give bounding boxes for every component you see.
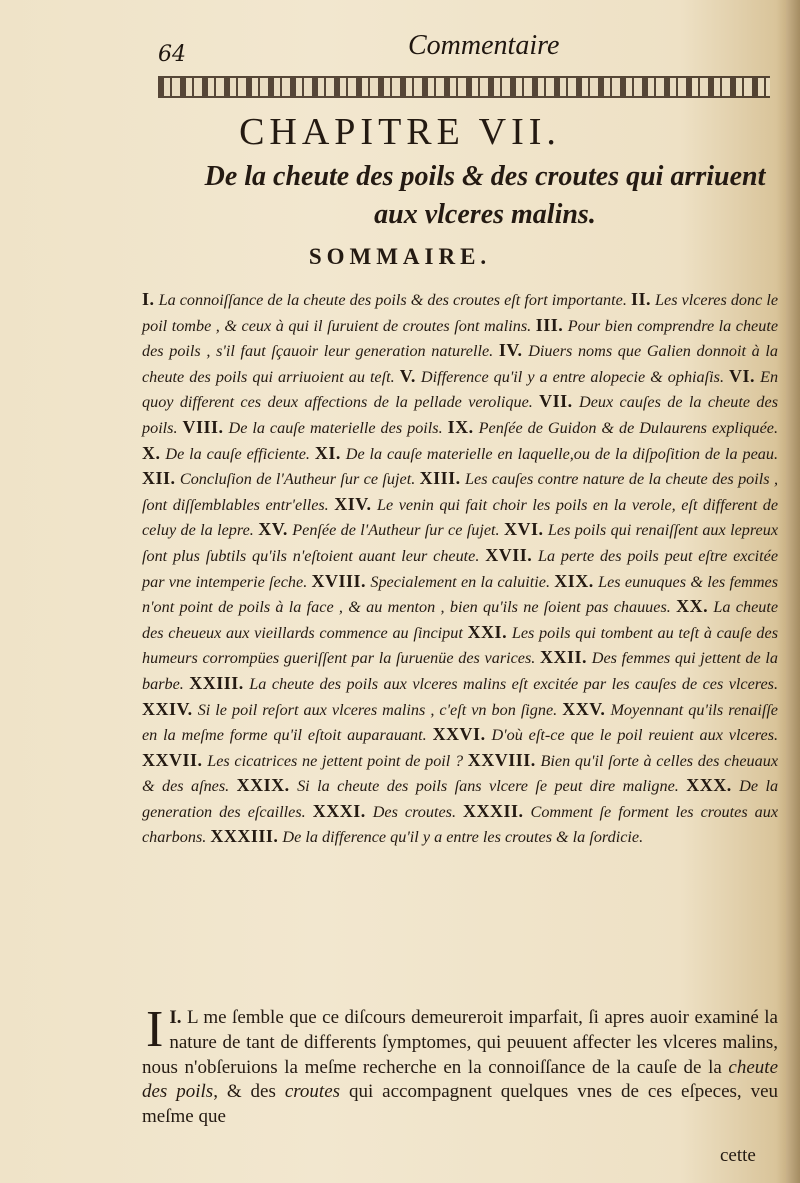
summary-item-number: XXIX.: [236, 775, 290, 796]
summary-item-text: La connoiſſance de la cheute des poils & des croutes eſt fort importante.: [158, 291, 627, 309]
summary-item-text: La cheute des poils aux vlceres malins eſt excitée par les cauſes de ces vlceres.: [249, 674, 779, 693]
summary-item-text: Pour bien comprendre la cheute des poils , s'il faut ſçauoir leur generation naturelle.: [142, 316, 779, 361]
summary-item-number: XVI.: [503, 519, 544, 540]
summary-item-number: VIII.: [182, 416, 224, 437]
summary-item-text: La perte des poils peut eſtre excitée par vne intemperie ſeche.: [142, 546, 779, 591]
body-italic-1: cheute des poils: [142, 1056, 778, 1103]
summary-item-number: XXX.: [686, 775, 732, 796]
summary-item-text: De la generation des eſcailles.: [142, 777, 779, 821]
body-text-1: L me ſemble que ce diſcours demeureroit imparfait, ſi apres auoir examiné la nature de tant de differents ſymptomes, qui peuuent affecter les vlceres malins, nous n'obſeruions la meſme recherche en la connoiſſance de la cauſe de la: [142, 1007, 778, 1078]
summary-item-number: XXV.: [562, 698, 606, 719]
summary-item-number: X.: [142, 442, 161, 463]
summary-item-text: Specialement en la caluitie.: [370, 572, 550, 591]
summary-item-number: XIV.: [334, 493, 372, 514]
summary-item-text: En quoy different ces deux affections de la pellade verolique.: [142, 367, 779, 412]
summary-item-number: II.: [630, 289, 651, 309]
summary-item-number: XV.: [258, 519, 288, 540]
decorative-border: [158, 76, 770, 98]
summary-item-number: IX.: [447, 416, 474, 437]
summary-item-text: De la cauſe efficiente.: [165, 444, 310, 463]
summary-item-number: XXVII.: [142, 749, 203, 770]
summary-item-number: XXVIII.: [467, 749, 536, 770]
page-header: [150, 30, 770, 70]
summary-item-text: Si le poil reſort aux vlceres malins , c'eſt vn bon ſigne.: [197, 700, 558, 719]
summary-text: [142, 287, 778, 850]
summary-item-number: XIII.: [419, 468, 461, 489]
summary-item-text: Difference qu'il y a entre alopecie & ophiaſis.: [420, 367, 724, 386]
summary-item-text: Diuers noms que Galien donnoit à la cheute des poils qui arriuoient au teſt.: [142, 342, 779, 386]
chapter-subtitle: De la cheute des poils & des croutes qui arriuent aux vlceres malins.: [204, 161, 766, 230]
summary-item-text: Comment ſe forment les croutes aux charbons.: [142, 802, 779, 847]
summary-heading: SOMMAIRE.: [308, 244, 492, 269]
summary-item-text: Les cauſes contre nature de la cheute des poils , ſont diſſemblables entr'elles.: [142, 470, 778, 514]
summary-item-number: VI.: [729, 365, 756, 386]
summary-item-text: Des femmes qui jettent de la barbe.: [142, 649, 779, 693]
summary-item-number: XXI.: [467, 621, 508, 642]
summary-item-text: Des croutes.: [372, 802, 456, 821]
summary-item-number: XIX.: [554, 570, 594, 591]
summary-item-text: Les poils qui renaiſſent aux lepreux ſont plus ſubtils qu'ils n'eſtoient auant leur cheute.: [142, 521, 779, 565]
summary-item-number: XI.: [314, 442, 341, 463]
summary-item-number: XXII.: [540, 647, 588, 668]
catchword: cette: [720, 1145, 756, 1166]
summary-item-number: XVIII.: [311, 570, 367, 591]
summary-item-number: III.: [535, 314, 564, 335]
page-number: 64: [158, 42, 186, 67]
summary-item-number: XXXIII.: [210, 826, 279, 847]
summary-item-number: XVII.: [485, 544, 533, 565]
summary-item-number: XXXI.: [312, 800, 366, 821]
summary-item-number: VII.: [539, 391, 573, 412]
summary-item-number: XX.: [676, 596, 709, 617]
summary-item-number: V.: [399, 365, 416, 386]
summary-item-text: Concluſion de l'Autheur ſur ce ſujet.: [179, 470, 416, 489]
summary-item-number: XXIII.: [189, 672, 244, 693]
body-italic-2: croutes: [284, 1081, 341, 1103]
paragraph-number: I.: [169, 1007, 182, 1028]
summary-item-text: Si la cheute des poils ſans vlcere ſe peut dire maligne.: [297, 777, 679, 796]
summary-item-text: Les vlceres donc le poil tombe , & ceux à qui il ſuruient de croutes ſont malins.: [142, 291, 779, 335]
body-paragraph: [142, 1001, 779, 1130]
body-text-3: qui accompagnent quelques vnes de ces eſpeces, veu meſme que: [142, 1081, 779, 1128]
summary-item-text: Bien qu'il ſorte à celles des cheuaux & des aſnes.: [142, 751, 779, 796]
chapter-title: CHAPITRE VII.: [239, 111, 561, 153]
summary-item-text: Penſée de Guidon & de Dulaurens expliquée.: [478, 418, 779, 437]
summary-item-number: I.: [142, 289, 155, 309]
summary-item-text: La cheute des cheueux aux vieillards commence au ſinciput: [142, 598, 779, 642]
summary-item-number: XXIV.: [142, 698, 193, 719]
summary-item-text: Les poils qui tombent au teſt à cauſe des humeurs corrompües gueriſſent par la ſuruenüe des varices.: [142, 623, 779, 668]
summary-item-text: De la cauſe materielle des poils.: [228, 418, 443, 437]
summary-item-text: Les cicatrices ne jettent point de poil ?: [207, 751, 464, 770]
summary-item-number: XXXII.: [463, 800, 524, 821]
summary-item-text: Les eunuques & les femmes n'ont point de poils à la face , & au menton , bien qu'ils ne ſoient pas chauues.: [142, 572, 779, 617]
running-head: Commentaire: [408, 30, 560, 61]
summary-item-text: Le venin qui fait choir les poils en la verole, eſt different de celuy de la lepre.: [142, 495, 779, 540]
summary-item-text: Moyennant qu'ils renaiſſe en la meſme forme qu'il eſtoit auparauant.: [142, 700, 778, 745]
page-edge: [786, 0, 800, 1183]
summary-item-text: Penſée de l'Autheur ſur ce ſujet.: [292, 521, 500, 540]
summary-item-text: D'où eſt-ce que le poil reuient aux vlceres.: [491, 726, 779, 745]
summary-item-number: XXVI.: [432, 724, 486, 745]
summary-item-text: De la cauſe materielle en laquelle,ou de la diſpoſition de la peau.: [345, 444, 779, 463]
summary-item-text: Deux cauſes de la cheute des poils.: [142, 393, 779, 437]
body-text-2: , & des: [213, 1081, 285, 1103]
summary-item-text: De la difference qu'il y a entre les croutes & la ſordicie.: [282, 828, 644, 847]
drop-cap: I: [146, 1001, 164, 1058]
summary-item-number: XII.: [142, 468, 176, 489]
summary-item-number: IV.: [498, 340, 523, 361]
